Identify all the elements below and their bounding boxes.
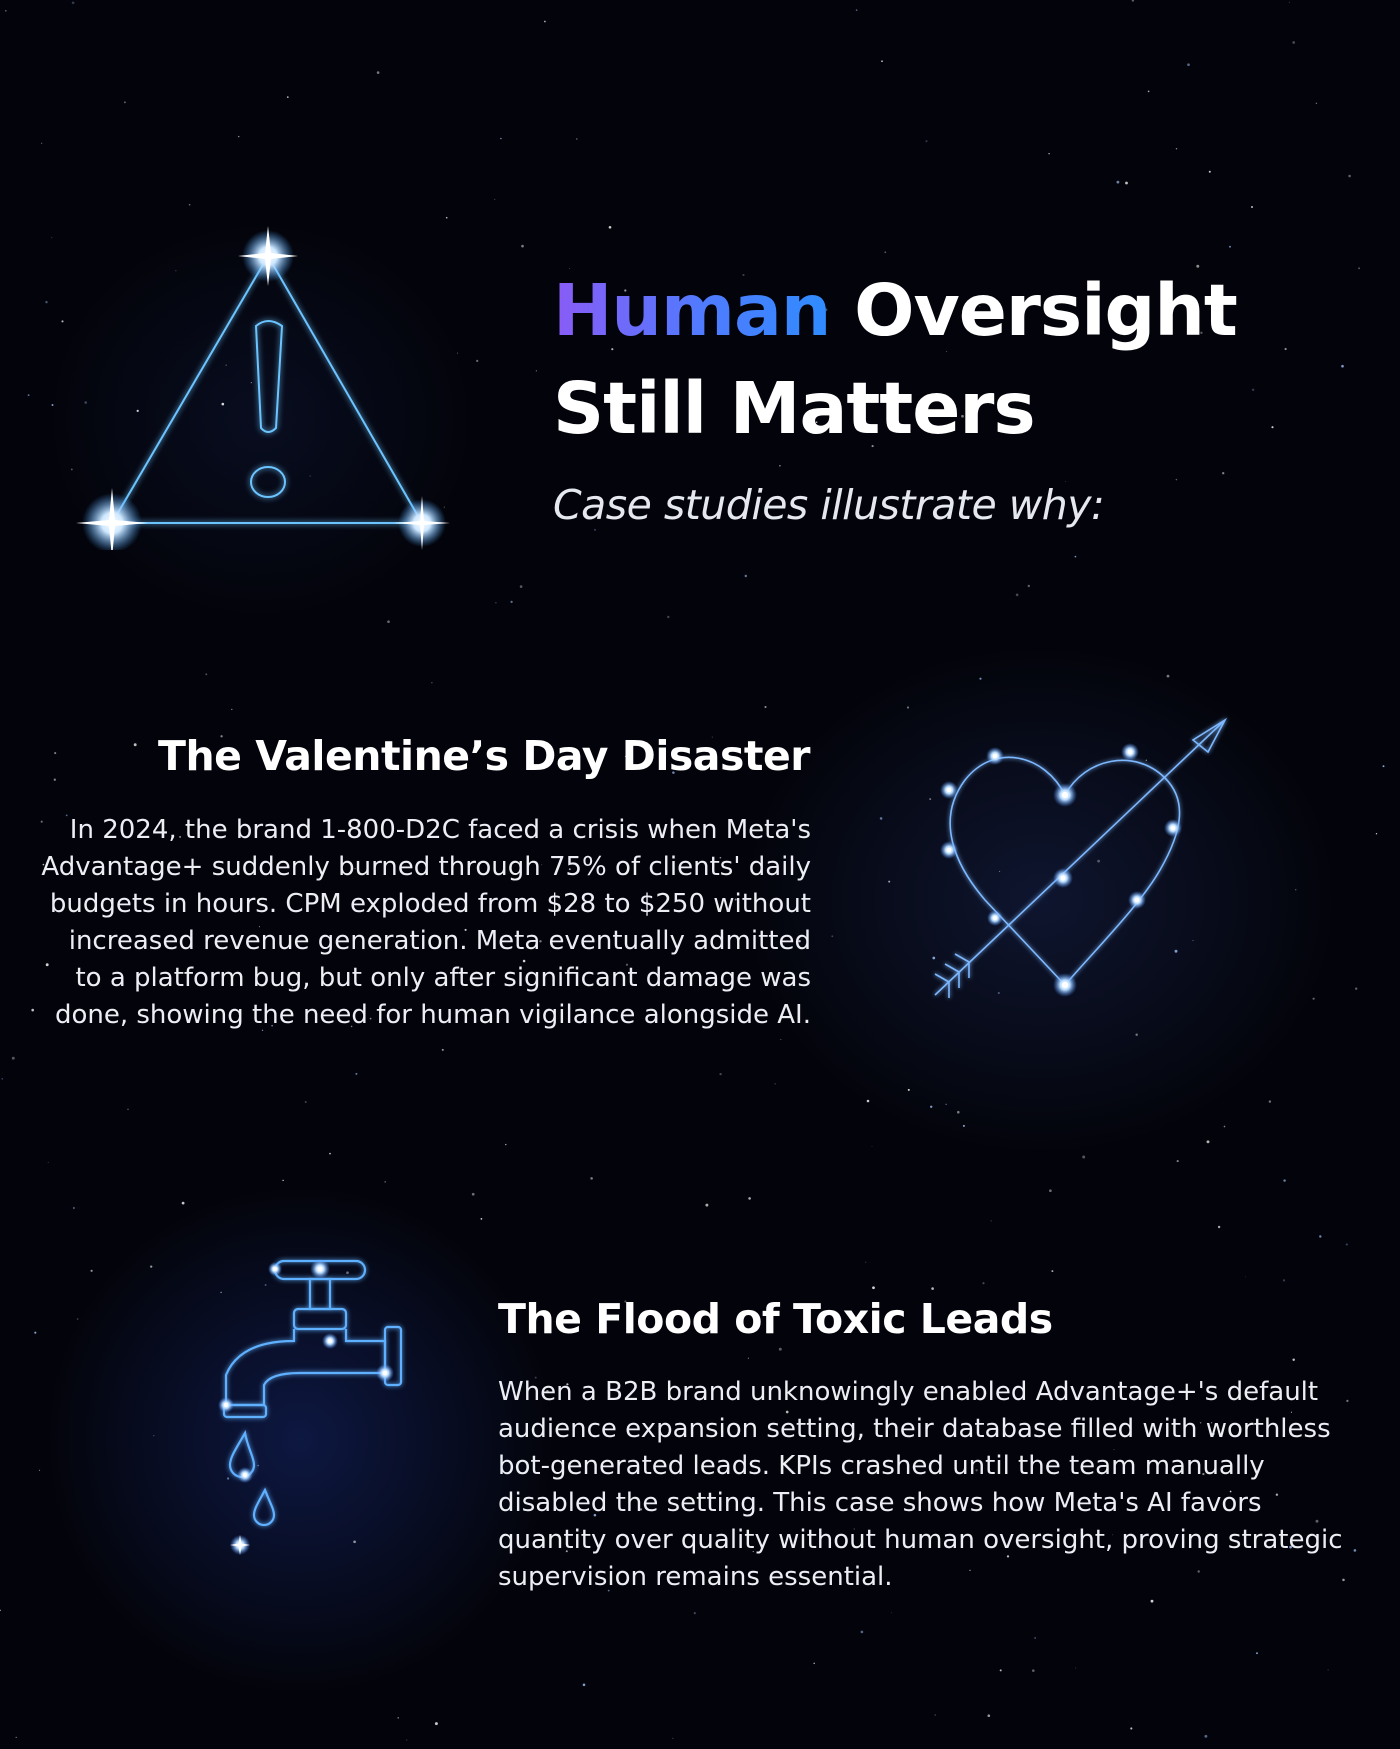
background-star: [520, 585, 523, 588]
background-star: [45, 301, 47, 303]
background-star: [51, 237, 52, 238]
heart-arrow-constellation-icon: [925, 700, 1245, 1020]
background-star: [387, 620, 390, 623]
background-star: [52, 404, 54, 406]
background-star: [1283, 1179, 1285, 1181]
background-star: [329, 1153, 331, 1155]
background-star: [813, 1663, 814, 1664]
background-star: [476, 360, 478, 362]
background-star: [979, 678, 981, 680]
background-star: [287, 96, 289, 98]
background-star: [1319, 1235, 1321, 1237]
background-star: [705, 1204, 708, 1207]
background-star: [1187, 63, 1190, 66]
background-star: [946, 1104, 947, 1105]
background-star: [398, 1717, 399, 1718]
title-line-two: Still Matters: [553, 367, 1035, 450]
background-star: [1383, 765, 1385, 767]
background-star: [34, 1332, 36, 1334]
case-body-valentines: In 2024, the brand 1-800-D2C faced a crisis when Meta's Advantage+ suddenly burned through 75% of clients' daily budgets in hours. CPM exploded from $28 to $250 without increased revenue generation. Meta eventually admitted to a platform bug, but only after significant damage was done, showing the need for human vigilance alongside AI.: [41, 815, 811, 1030]
background-star: [1132, 0, 1134, 2]
background-star: [1355, 988, 1357, 990]
background-star: [282, 1180, 283, 1181]
background-star: [748, 1358, 749, 1359]
background-star: [1346, 1243, 1348, 1245]
background-star: [305, 1101, 307, 1103]
background-star: [446, 217, 448, 219]
background-star: [1048, 153, 1049, 154]
background-star: [987, 1714, 990, 1717]
background-star: [77, 1318, 79, 1320]
background-star: [1328, 1669, 1329, 1670]
background-star: [1130, 1727, 1132, 1729]
background-star: [1256, 1652, 1258, 1654]
background-star: [231, 709, 232, 710]
background-star: [881, 60, 883, 62]
background-star: [583, 1684, 586, 1687]
background-star: [861, 1631, 864, 1634]
background-star: [745, 575, 747, 577]
background-star: [1082, 1156, 1085, 1159]
background-star: [1251, 206, 1253, 208]
background-star: [1135, 1033, 1137, 1035]
background-star: [891, 1612, 892, 1613]
case-title-valentines: The Valentine’s Day Disaster: [158, 732, 810, 780]
background-star: [1283, 1279, 1285, 1281]
background-star: [1075, 1668, 1076, 1669]
background-star: [748, 1197, 751, 1200]
background-star: [1292, 1359, 1294, 1361]
background-star: [1289, 2, 1290, 3]
background-star: [872, 1146, 873, 1147]
background-star: [205, 673, 207, 675]
background-star: [856, 9, 857, 10]
background-star: [73, 1207, 75, 1209]
background-star: [1204, 1735, 1207, 1738]
warning-triangle-constellation-icon: [60, 220, 460, 550]
background-star: [238, 136, 239, 137]
background-star: [957, 1111, 960, 1114]
background-star: [494, 199, 495, 200]
background-star: [127, 1108, 129, 1110]
background-star: [12, 1057, 15, 1060]
background-star: [442, 1049, 444, 1051]
background-star: [872, 1286, 875, 1289]
background-star: [1176, 148, 1177, 149]
background-star: [779, 465, 781, 467]
background-star: [1207, 1140, 1210, 1143]
background-star: [719, 1073, 721, 1075]
background-star: [1209, 171, 1211, 173]
background-star: [1034, 1637, 1035, 1638]
background-star: [1245, 1277, 1246, 1278]
background-star: [908, 1089, 910, 1091]
background-star: [31, 1009, 34, 1012]
background-star: [590, 1177, 593, 1180]
background-star: [2, 1078, 3, 1079]
background-star: [1316, 103, 1317, 104]
background-star: [667, 616, 669, 618]
background-star: [867, 1100, 870, 1103]
background-star: [5, 10, 7, 12]
background-star: [0, 1610, 1, 1611]
background-star: [780, 1039, 781, 1040]
background-star: [384, 1181, 386, 1183]
background-star: [472, 1193, 475, 1196]
background-star: [576, 138, 577, 139]
background-star: [865, 1262, 866, 1263]
background-star: [831, 935, 833, 937]
background-star: [1116, 181, 1119, 184]
background-star: [1028, 585, 1030, 587]
background-star: [500, 138, 502, 140]
background-star: [150, 1265, 152, 1267]
background-star: [406, 1740, 407, 1741]
background-star: [521, 245, 524, 248]
background-star: [153, 1435, 154, 1436]
background-star: [16, 1737, 17, 1738]
background-star: [764, 706, 766, 708]
background-star: [1348, 175, 1351, 178]
background-star: [1292, 41, 1295, 44]
background-star: [991, 1220, 992, 1221]
background-star: [41, 143, 42, 144]
page-subtitle: Case studies illustrate why:: [553, 481, 1105, 529]
background-star: [505, 1144, 506, 1145]
background-star: [672, 1738, 673, 1739]
faucet-constellation-icon: [200, 1245, 440, 1565]
background-star: [982, 1282, 984, 1284]
background-star: [182, 1202, 185, 1205]
background-star: [1376, 833, 1377, 834]
background-star: [1229, 246, 1231, 248]
background-star: [495, 602, 496, 603]
background-star: [1295, 889, 1296, 890]
background-star: [884, 251, 886, 253]
page-title: [553, 262, 1373, 458]
title-accent-word: Human: [553, 269, 831, 352]
background-star: [1032, 1669, 1035, 1672]
background-star: [1222, 472, 1224, 474]
title-word-oversight: Oversight: [854, 269, 1237, 352]
background-star: [1218, 1226, 1220, 1228]
background-star: [1224, 1126, 1226, 1128]
case-body-toxic-leads: When a B2B brand unknowingly enabled Advantage+'s default audience expansion setting, their database filled with worthless bot-generated leads. KPIs crashed until the team manually disabled the setting. This case shows how Meta's AI favors quantity over quality without human oversight, proving strategic supervision remains essential.: [498, 1377, 1343, 1592]
background-star: [1125, 182, 1128, 185]
background-star: [1148, 91, 1150, 93]
background-star: [39, 1470, 40, 1471]
background-star: [880, 817, 883, 820]
background-star: [930, 1106, 932, 1108]
background-star: [1177, 1160, 1179, 1162]
background-star: [435, 1722, 438, 1725]
background-star: [355, 1073, 357, 1075]
background-star: [544, 21, 546, 23]
background-star: [963, 1125, 965, 1127]
background-star: [1016, 594, 1019, 597]
background-star: [1000, 1669, 1002, 1671]
background-star: [1167, 675, 1170, 678]
background-star: [779, 1348, 782, 1351]
background-star: [72, 1, 75, 4]
background-star: [935, 1714, 936, 1715]
background-star: [189, 204, 191, 206]
background-star: [1075, 556, 1077, 558]
background-star: [609, 226, 612, 229]
background-star: [124, 101, 126, 103]
background-star: [1049, 1189, 1052, 1192]
background-star: [888, 881, 890, 883]
background-star: [925, 140, 927, 142]
background-star: [481, 1218, 483, 1220]
background-star: [1313, 998, 1315, 1000]
background-star: [907, 706, 909, 708]
background-star: [1269, 1100, 1271, 1102]
background-star: [775, 1083, 776, 1084]
background-star: [510, 601, 512, 603]
background-star: [431, 682, 432, 683]
background-star: [1151, 1600, 1154, 1603]
background-star: [28, 394, 30, 396]
background-star: [90, 1270, 92, 1272]
background-star: [536, 370, 537, 371]
background-star: [1051, 1270, 1053, 1272]
background-star: [48, 1162, 49, 1163]
background-star: [377, 71, 380, 74]
case-title-toxic-leads: The Flood of Toxic Leads: [498, 1295, 1053, 1343]
background-star: [694, 1612, 696, 1614]
background-star: [931, 1287, 934, 1290]
